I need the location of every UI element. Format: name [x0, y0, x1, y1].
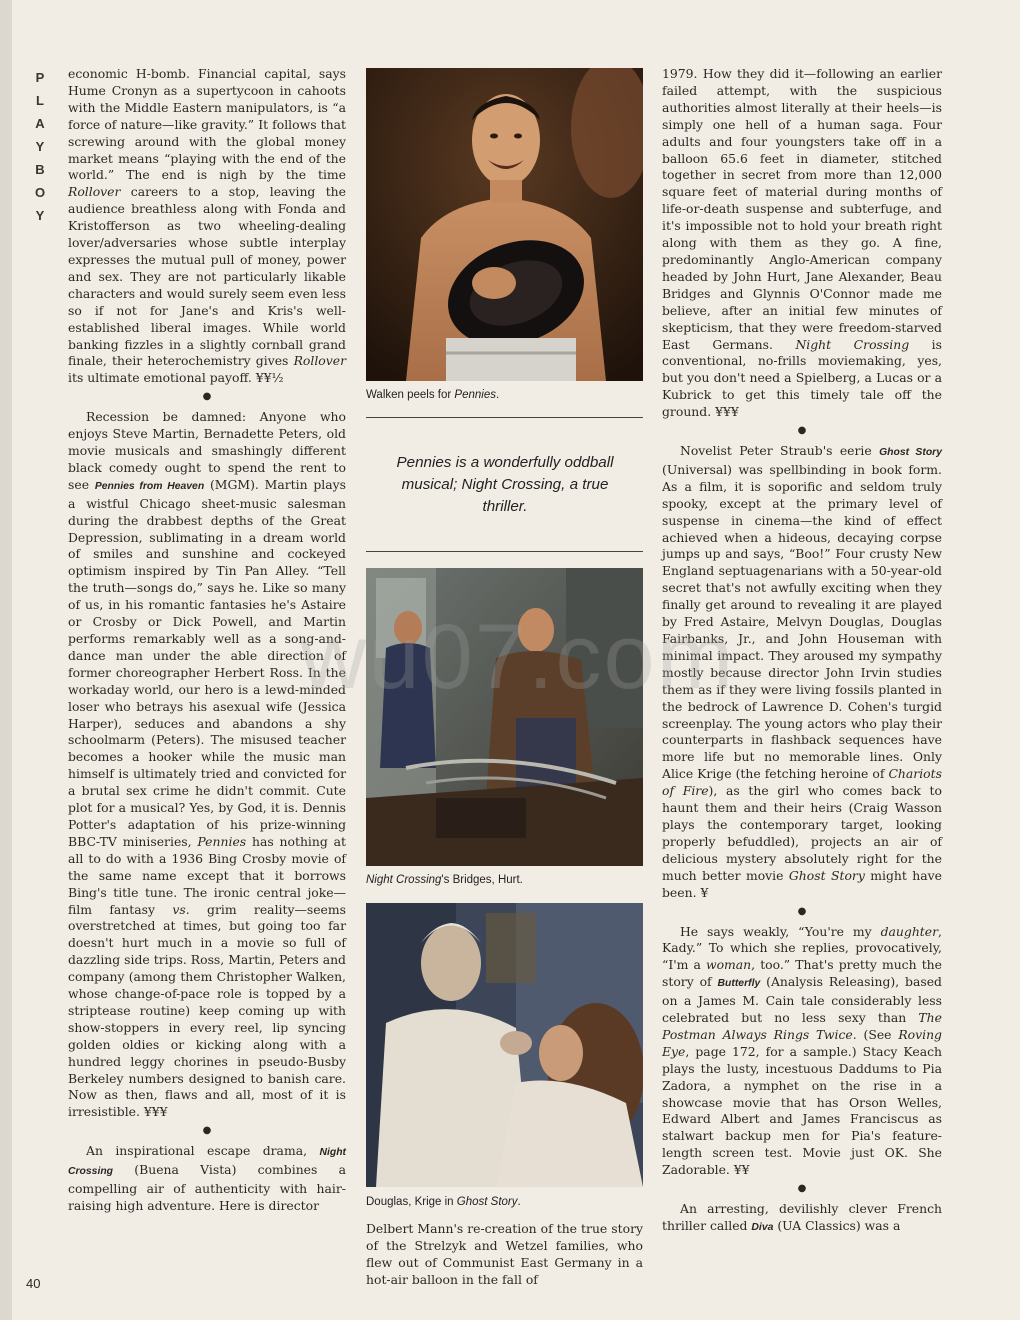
watermark: wu07.com	[300, 606, 736, 708]
running-head-letter: L	[36, 93, 44, 108]
photo-walken	[366, 68, 643, 381]
caption-walken: Walken peels for Pennies.	[366, 389, 500, 401]
ghost-story-paragraph: Novelist Peter Straub's eerie Ghost Story (Universal) was spellbinding in book form. As a film, it is soporific and seldom truly spooky, except at the primary level of suspense in cinema—the kind of effect achieved when a hideous, decaying corpse jumps up and says, “Boo!” Four crusty New England septuagenarians with a 50-year-old secret that's not awfully exciting when they finally get around to revealing it are played by Fred Astaire, Melvyn Douglas, Douglas Fairbanks, Jr., and John Houseman with minimal impact. They aroused my sympathy mostly because director John Irvin studies them as if they were living fossils planted in the bedrock of Lawrence D. Cohen's turgid screenplay. The young actors who play their counterparts in flashback sequences have more life but no memorable lines. Only Alice Krige (the fetching heroine of Chariots of Fire), as the girl who comes back to haunt them and their heirs (Craig Wasson plays the contemporary target, looking properly befuddled), projects an air of delicious mystery absolutely right for the much better movie Ghost Story might have been. ¥	[662, 443, 943, 900]
right-column	[662, 66, 942, 1237]
running-head	[32, 66, 48, 227]
section-dot: ●	[202, 391, 212, 403]
pullquote-rule-bottom	[366, 551, 643, 552]
night-crossing-image	[366, 568, 643, 866]
running-head-letter: A	[35, 116, 45, 131]
left-column	[68, 66, 346, 1215]
butterfly-paragraph: He says weakly, “You're my daughter, Kady.” To which she replies, provocatively, “I'm a woman, too.” That's pretty much the story of Butterfly (Analysis Releasing), based on a James M. Cain tale considerably less celebrated but no less sexy than The Postman Always Rings Twice. (See Roving Eye, page 172, for a sample.) Stacy Keach plays the lusty, incestuous Daddums to Pia Zadora, a nymphet on the rise in a showcase movie that has Orson Welles, Edward Albert and James Franciscus as stalwart backup men for Pia's feature-length screen test. Movie just OK. She Zadorable. ¥¥	[662, 923, 942, 1178]
middle-column-text	[366, 1221, 643, 1289]
pullquote: Pennies is a wonderfully oddball musical; Night Crossing, a true thriller.	[396, 454, 614, 515]
section-dot: ●	[797, 905, 807, 917]
pullquote-rule-top	[366, 417, 643, 418]
rollover-paragraph: economic H-bomb. Financial capital, says Hume Cronyn as a supertycoon in cahoots with the Middle Eastern manipulators, is “a force of nature—like gravity.” It follows that screwing around with the global money market means “playing with the end of the world.” The end is nigh by the time Rollover careers to a stop, leaving the audience breathless along with Fonda and Kristofferson as two wheeling-dealing lover/adversaries whose subtle interplay expresses the mutual pull of money, power and sex. They are not particularly likable characters and would surely seem even less so if not for Jane's and Kris's well-established liberal images. While world banking fizzles in a slightly cornball grand finale, their heterochemistry gives Rollover its ultimate emotional payoff. ¥¥½	[68, 66, 346, 386]
running-head-letter: Y	[35, 139, 45, 154]
caption-ghost-story: Douglas, Krige in Ghost Story.	[366, 1196, 521, 1208]
photo-night-crossing	[366, 568, 643, 866]
diva-paragraph: An arresting, devilishly clever French thriller called Diva (UA Classics) was a	[662, 1201, 942, 1233]
photo-ghost-story	[366, 903, 643, 1187]
page-edge	[0, 0, 12, 1320]
section-dot: ●	[797, 425, 807, 437]
pennies-paragraph: Recession be damned: Anyone who enjoys Steve Martin, Bernadette Peters, old movie musicals and smashingly different black comedy ought to spend the rent to see Pennies from Heaven (MGM). Martin plays a wistful Chicago sheet-music salesman during the drabbest depths of the Great Depression, sublimating in a dream world of smiles and sunshine and cockeyed optimism inspired by Tin Pan Alley. “Tell the truth—songs do,” says he. Like so many of us, in his romantic fantasies he's Astaire or Crosby or Dick Powell, and Martin performs remarkably well as a song-and-dance man under the able direction of former choreographer Herbert Ross. In the workaday world, our hero is a lewd-minded loser who betrays his asexual wife (Jessica Harper), seduces and abandons a shy schoolmarm (Peters). The misused teacher becomes a hooker while the music man himself is ultimately tried and convicted for a brutal sex crime he didn't commit. Cute plot for a musical? Yes, by God, it is. Dennis Potter's adaptation of his prize-winning BBC-TV miniseries, Pennies has nothing at all to do with a 1936 Bing Crosby movie of the same name except that it borrows Bing's title tune. The ironic central joke—film fantasy vs. grim reality—seems overstretched at times, but going too far doesn't hurt much in a movie so full of dazzling side trips. Ross, Martin, Peters and company (among them Christopher Walken, whose change-of-pace role is topped by a striptease routine) keep coming up with show-stoppers in every reel, lip syncing golden oldies or kicking along with a hundred leggy chorines in pseudo-Busby Berkeley numbers designed to banish care. Now as then, flaws and all, most of it is irresistible. ¥¥¥	[68, 409, 346, 1120]
night-crossing-continued: Delbert Mann's re-creation of the true story of the Strelzyk and Wetzel families, who flew out of Communist East Germany in a hot-air balloon in the fall of	[366, 1221, 643, 1287]
ghost-story-image	[366, 903, 643, 1187]
caption-night-crossing: Night Crossing's Bridges, Hurt.	[366, 874, 523, 886]
running-head-letter: P	[35, 70, 45, 85]
night-crossing-review-cont: 1979. How they did it—following an earlier failed attempt, with the suspicious authorities almost literally at their heels—is simply one hell of a human saga. Four adults and four youngsters take off in a balloon 65.6 feet in diameter, stitched together in secret from more than 12,000 square feet of material during months of life-or-death suspense and subterfuge, and it's impossible not to hold your breath right along with them as they go. A fine, predominantly Anglo-American company headed by John Hurt, Jane Alexander, Beau Bridges and Glynnis O'Connor made me believe, after an initial few minutes of skepticism, that they were freedom-starved East Germans. Night Crossing is conventional, no-frills moviemaking, yes, but you don't need a Spielberg, a Lucas or a Kubrick to get this timely tale off the ground. ¥¥¥	[662, 66, 943, 420]
running-head-letter: B	[35, 162, 45, 177]
section-dot: ●	[797, 1183, 807, 1195]
running-head-letter: O	[34, 185, 46, 200]
night-crossing-paragraph: An inspirational escape drama, Night Crossing (Buena Vista) combines a compelling air of authenticity with hair-raising high adventure. Here is director	[68, 1143, 346, 1213]
page-number: 40	[26, 1276, 41, 1291]
running-head-letter: Y	[35, 208, 45, 223]
section-dot: ●	[202, 1125, 212, 1137]
walken-image	[366, 68, 643, 381]
